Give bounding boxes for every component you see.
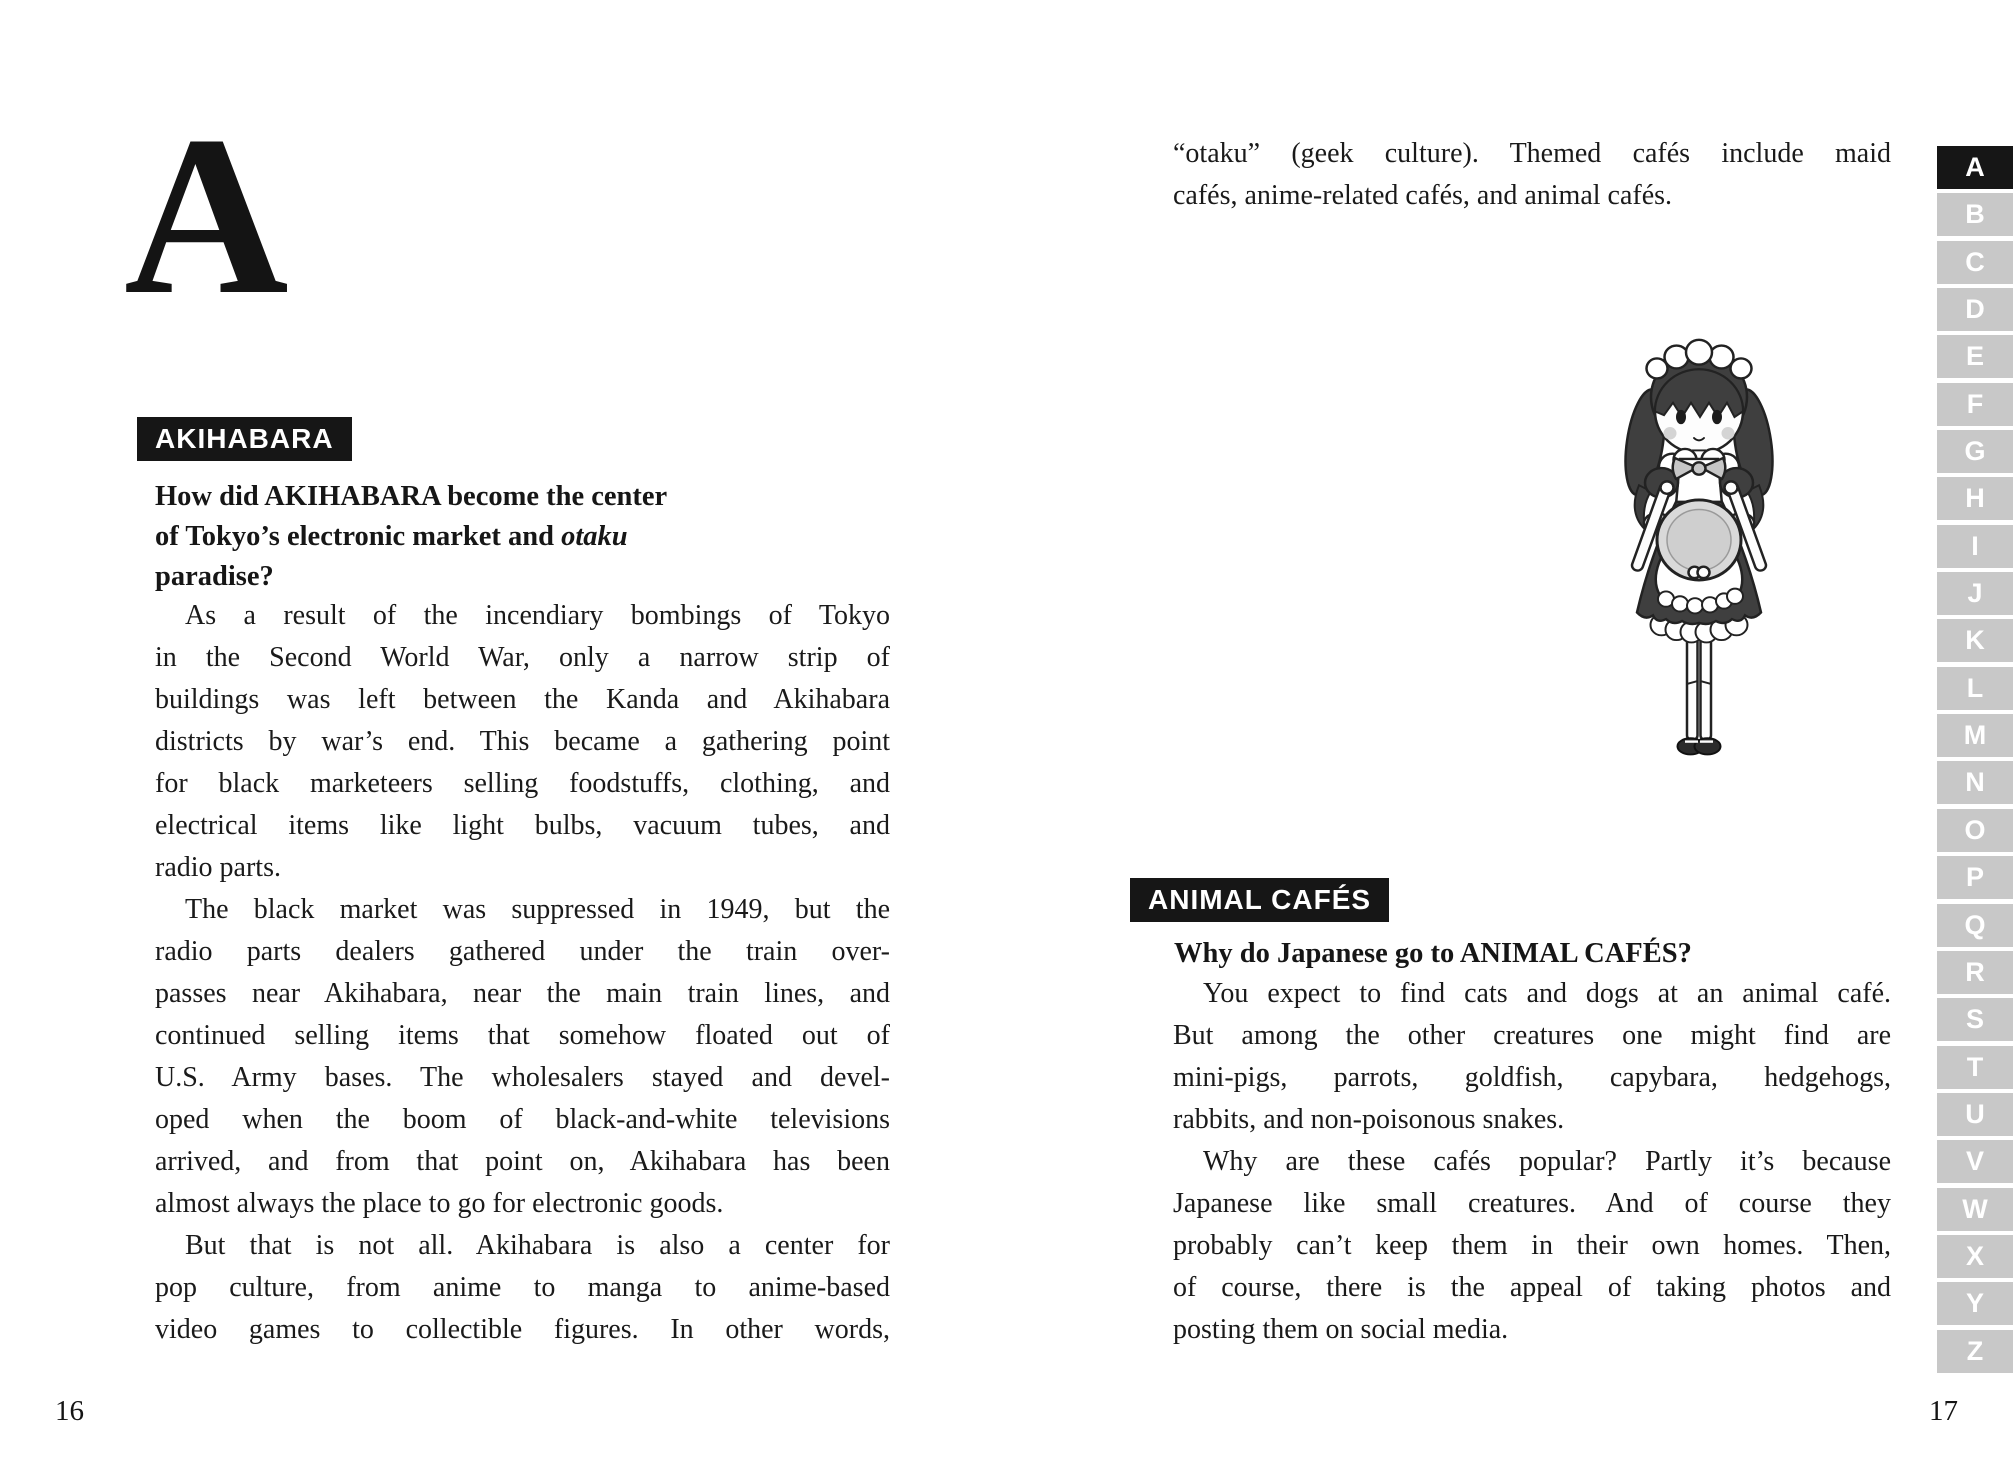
index-tab-w[interactable]: W (1937, 1188, 2013, 1231)
text-line: paradise? (155, 561, 274, 592)
index-tab-k[interactable]: K (1937, 619, 2013, 662)
index-tab-u[interactable]: U (1937, 1093, 2013, 1136)
text-line: The black market was suppressed in 1949, but the (185, 894, 890, 925)
index-tab-a[interactable]: A (1937, 146, 2013, 189)
text-line: Japanese like small creatures. And of course they (1173, 1188, 1891, 1219)
text-line: video games to collectible figures. In other words, (155, 1314, 890, 1345)
text-line: electrical items like light bulbs, vacuum tubes, and (155, 810, 890, 841)
text-line: But among the other creatures one might find are (1173, 1020, 1891, 1051)
text-line: You expect to find cats and dogs at an animal café. (1203, 978, 1891, 1009)
index-tab-g[interactable]: G (1937, 430, 2013, 473)
text-line: U.S. Army bases. The wholesalers stayed and devel- (155, 1062, 890, 1093)
page-number-left: 16 (55, 1395, 84, 1427)
index-tab-p[interactable]: P (1937, 856, 2013, 899)
text-line: How did AKIHABARA become the center (155, 481, 668, 512)
animal-cafes-body-text (1173, 973, 1891, 1351)
text-line: buildings was left between the Kanda and Akihabara (155, 684, 890, 715)
text-line: posting them on social media. (1173, 1314, 1509, 1345)
text-line: in the Second World War, only a narrow strip of (155, 642, 890, 673)
index-tab-x[interactable]: X (1937, 1235, 2013, 1278)
question-akihabara (155, 477, 795, 597)
text-line: mini-pigs, parrots, goldfish, capybara, hedgehogs, (1173, 1062, 1891, 1093)
text-line: pop culture, from anime to manga to anime-based (155, 1272, 890, 1303)
text-line: probably can’t keep them in their own homes. Then, (1173, 1230, 1891, 1261)
index-tab-j[interactable]: J (1937, 572, 2013, 615)
page-number-right: 17 (1929, 1395, 1958, 1427)
intro-paragraph-continuation (1173, 133, 1891, 217)
text-line: of course, there is the appeal of taking photos and (1173, 1272, 1891, 1303)
text-line: But that is not all. Akihabara is also a center for (185, 1230, 890, 1261)
question-animal-cafes (1174, 934, 1894, 974)
text-line: Why are these cafés popular? Partly it’s because (1203, 1146, 1891, 1177)
text-line: oped when the boom of black-and-white televisions (155, 1104, 890, 1135)
text-line: “otaku” (geek culture). Themed cafés include maid (1173, 138, 1891, 169)
text-line: radio parts. (155, 852, 281, 883)
index-tab-q[interactable]: Q (1937, 904, 2013, 947)
section-tag-akihabara: AKIHABARA (137, 417, 352, 461)
index-tab-f[interactable]: F (1937, 383, 2013, 426)
index-tab-o[interactable]: O (1937, 809, 2013, 852)
text-line: continued selling items that somehow floated out of (155, 1020, 890, 1051)
index-tab-r[interactable]: R (1937, 951, 2013, 994)
index-tab-e[interactable]: E (1937, 335, 2013, 378)
text-line: Why do Japanese go to ANIMAL CAFÉS? (1174, 938, 1692, 969)
section-tag-animal-cafes: ANIMAL CAFÉS (1130, 878, 1389, 922)
text-line: for black marketeers selling foodstuffs, clothing, and (155, 768, 890, 799)
text-line: almost always the place to go for electronic goods. (155, 1188, 724, 1219)
index-tab-z[interactable]: Z (1937, 1330, 2013, 1373)
index-tab-v[interactable]: V (1937, 1140, 2013, 1183)
index-tab-h[interactable]: H (1937, 477, 2013, 520)
index-tab-y[interactable]: Y (1937, 1282, 2013, 1325)
text-line: cafés, anime-related cafés, and animal cafés. (1173, 180, 1673, 211)
index-tab-b[interactable]: B (1937, 193, 2013, 236)
text-line: arrived, and from that point on, Akihabara has been (155, 1146, 890, 1177)
akihabara-body-text (155, 595, 890, 1351)
index-tab-i[interactable]: I (1937, 525, 2013, 568)
maid-illustration (1624, 316, 1774, 764)
text-line: of Tokyo’s electronic market and otaku (155, 521, 628, 552)
text-line: passes near Akihabara, near the main train lines, and (155, 978, 890, 1009)
index-tab-s[interactable]: S (1937, 998, 2013, 1041)
index-tab-t[interactable]: T (1937, 1046, 2013, 1089)
text-line: radio parts dealers gathered under the train over- (155, 936, 890, 967)
text-line: As a result of the incendiary bombings of Tokyo (185, 600, 890, 631)
index-tab-d[interactable]: D (1937, 288, 2013, 331)
index-tabs (1937, 146, 2013, 1373)
drop-cap-letter: A (124, 90, 289, 342)
index-tab-n[interactable]: N (1937, 761, 2013, 804)
index-tab-m[interactable]: M (1937, 714, 2013, 757)
index-tab-l[interactable]: L (1937, 667, 2013, 710)
text-line: districts by war’s end. This became a gathering point (155, 726, 890, 757)
text-line: rabbits, and non-poisonous snakes. (1173, 1104, 1565, 1135)
index-tab-c[interactable]: C (1937, 241, 2013, 284)
